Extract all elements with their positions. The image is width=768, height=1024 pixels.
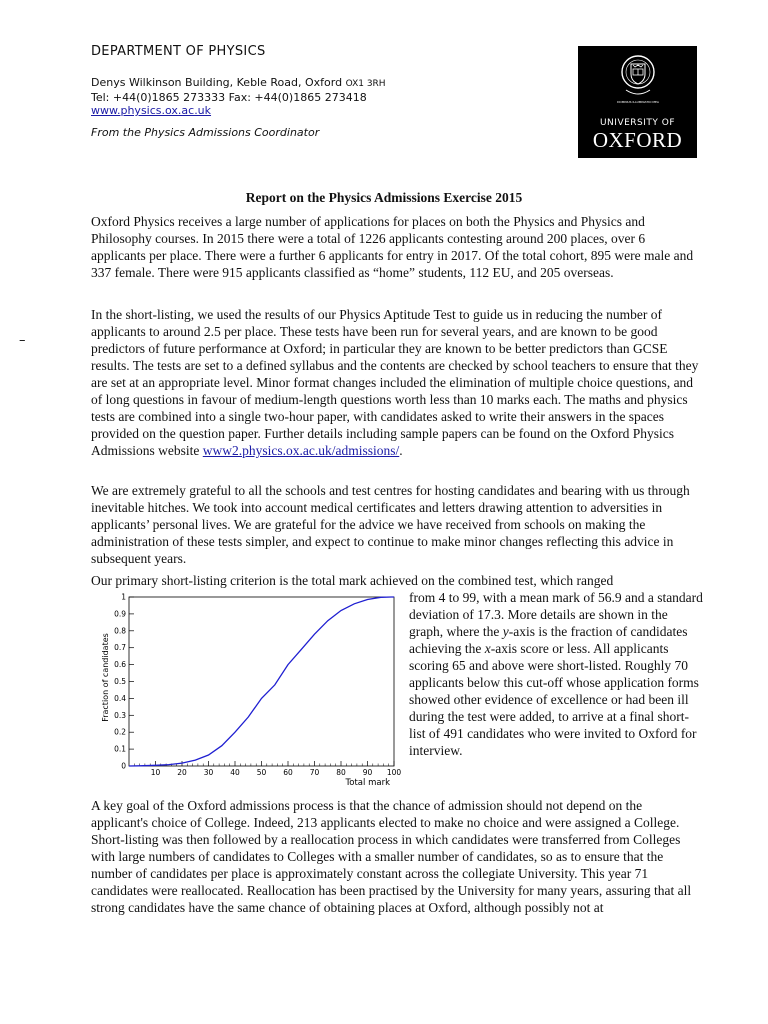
y-tick-label: 0.7 [114,643,126,653]
y-tick-label: 0.1 [114,744,126,754]
y-tick-label: 0.4 [114,693,126,703]
y-tick-label: 0.3 [114,710,126,720]
paragraph-college-choice: A key goal of the Oxford admissions process is that the chance of admission should not depend on the applicant's choice of College. Indeed, 213 applicants elected to make no choice and were assigned a College. Short-listing was then followed by a reallocation process in which candidates were transferred from Colleges with large numbers of candidates to Colleges with a smaller number of candidates, so as to ensure that the number of candidates per place is approximately constant across the collegiate University. This year 71 candidates were reallocated. Reallocation has been practised by the University for many years, assuring that all strong candidates have the same chance of obtaining places at Oxford, although possibly not at [91,798,692,915]
address-block [91,76,386,117]
x-tick-label: 50 [256,768,267,777]
from-line: From the Physics Admissions Coordinator [91,126,320,139]
plot-frame [129,597,394,766]
x-tick-label: 20 [177,768,187,777]
y-axis-label: Fraction of candidates [101,633,110,722]
logo-university-of: UNIVERSITY OF [599,118,676,128]
postcode: OX1 3RH [345,79,386,89]
x-tick-label: 80 [336,768,346,777]
y-tick-label: 0.5 [114,677,126,686]
y-tick-label: 0.8 [114,626,126,636]
website-link[interactable]: www.physics.ox.ac.uk [91,104,212,117]
y-tick-label: 0.6 [114,660,126,670]
x-tick-label: 10 [150,768,161,777]
oxford-logo [578,46,697,158]
motto-text: DOMINUS ILLUMINATIO MEA [617,100,659,104]
cumulative-line [129,597,394,766]
x-tick-label: 30 [203,768,214,777]
paragraph-applications: Oxford Physics receives a large number of applications for places on both the Physics and Physics and Philosophy courses. In 2015 there were a total of 1226 applicants contesting around 200 places, over 6 applicants per place. There were a further 6 applicants for entry in 2017. Of the total cohort, 895 were male and 337 female. There were 915 applicants classified as “home” students, 112 EU, and 205 overseas. [91,214,694,280]
crest-icon [617,52,659,110]
y-tick-label: 0.9 [114,609,126,619]
address-line: Denys Wilkinson Building, Keble Road, Oxford OX1 3RH [91,76,386,89]
logo-oxford: OXFORD [592,128,683,152]
department-heading: DEPARTMENT OF PHYSICS [91,44,266,59]
x-tick-label: 100 [386,768,402,777]
admissions-link[interactable]: www2.physics.ox.ac.uk/admissions/ [202,443,400,458]
x-tick-label: 40 [230,768,240,777]
cumulative-mark-chart [96,590,404,790]
phone-line: Tel: +44(0)1865 273333 Fax: +44(0)1865 273418 [91,91,367,104]
y-tick-label: 0 [121,761,126,771]
y-tick-label: 1 [121,592,126,602]
paragraph-criterion-first-line: Our primary short-listing criterion is the total mark achieved on the combined test, which ranged [91,573,614,588]
x-tick-label: 70 [309,768,320,777]
y-tick-label: 0.2 [114,727,126,737]
x-tick-label: 60 [283,768,293,777]
paragraph-thanks: We are extremely grateful to all the schools and test centres for hosting candidates and bearing with us through inevitable hitches. We took into account medical certificates and letters drawing attention to adversities in applicants’ personal lives. We are grateful for the advice we have received from schools on making the administration of these tests simpler, and expect to continue to make minor changes reflecting this advice in subsequent years. [91,483,690,566]
report-title: Report on the Physics Admissions Exercise 2015 [245,190,523,205]
margin-mark: – [19,333,26,348]
paragraph-short-listing: In the short-listing, we used the results of our Physics Aptitude Test to guide us in reducing the number of applicants to around 2.5 per place. These tests have been run for several years, and are known to be good predictors of future performance at Oxford; in particular they are known to be better predictors than GCSE results. The tests are set to a defined syllabus and the contents are checked by school teachers to ensure that they are set at an appropriate level. Minor format changes included the elimination of multiple choice questions, and of long questions in favour of medium-length questions worth less than 10 marks each. The maths and physics tests are combined into a single two-hour paper, with candidates asked to write their answers in the spaces provided on the question paper. Further details including sample papers can be found on the Oxford Physics Admissions website www2.physics.ox.ac.uk/admissions/. [91,307,699,458]
x-axis-label: Total mark [345,778,390,788]
x-tick-label: 90 [362,768,373,777]
paragraph-criterion-wrap: from 4 to 99, with a mean mark of 56.9 and a standard deviation of 17.3. More details are shown in the graph, where the y-axis is the fraction of candidates achieving the x-axis score or less. All applicants scoring 65 and above were short-listed. Roughly 70 applicants below this cut-off whose application forms showed other evidence of excellence or had been ill during the test were added, to arrive at a final short-list of 491 candidates who were invited to Oxford for interview. [409,590,703,758]
